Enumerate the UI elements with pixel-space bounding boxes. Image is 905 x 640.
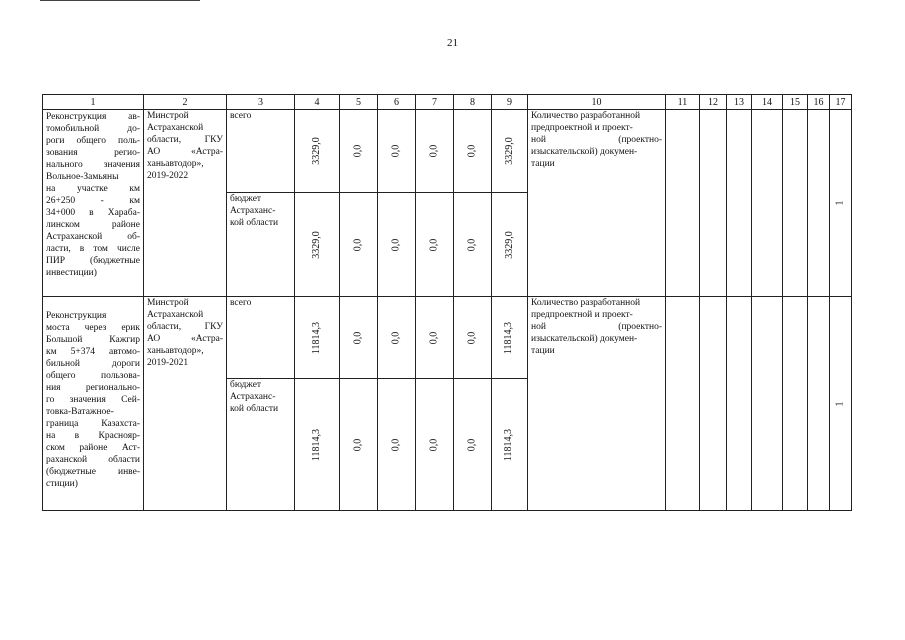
header-cell: 1 <box>43 95 144 110</box>
indicator-line: изыскательской) докумен- <box>531 147 638 157</box>
indicator-cell <box>528 110 666 297</box>
value-text: 3329,0 <box>503 137 515 165</box>
executor-line: Астраханской <box>147 310 204 320</box>
value-cell <box>454 193 492 297</box>
header-cell: 3 <box>227 95 295 110</box>
funding-source-cell <box>227 193 295 297</box>
value-text: 0,0 <box>466 144 478 158</box>
value-cell <box>340 110 378 193</box>
executor-cell <box>144 110 227 297</box>
value-text: 0,0 <box>466 331 478 344</box>
value-cell <box>416 379 454 511</box>
executor-line: 2019-2022 <box>147 171 189 181</box>
table-row <box>43 297 852 379</box>
executor-line: Минстрой <box>147 111 189 121</box>
measure-name-line: стиции) <box>46 479 78 489</box>
header-cell: 12 <box>700 95 727 110</box>
value-cell <box>295 110 340 193</box>
value-cell <box>492 297 528 379</box>
header-cell: 4 <box>295 95 340 110</box>
top-rule <box>40 0 200 1</box>
col17-cell <box>830 297 852 511</box>
header-cell: 13 <box>727 95 752 110</box>
measure-name-line: Вольное-Замьяны <box>46 172 119 182</box>
measure-name-line: моста через ерик <box>46 323 140 333</box>
measure-name-line: го значения Сей- <box>46 395 140 405</box>
empty-cell <box>700 297 727 511</box>
measure-name-line: бильной дороги <box>46 359 140 369</box>
measure-name-line: (бюджетные инве- <box>46 467 140 477</box>
funding-source-cell <box>227 379 295 511</box>
table-row <box>43 110 852 193</box>
indicator-line: ной (проектно- <box>531 135 662 145</box>
value-text: 11814,3 <box>503 428 515 461</box>
measure-name-line: роги общего поль- <box>46 136 140 146</box>
executor-line: ханьавтодор», <box>147 346 204 356</box>
measure-name-line: км 5+374 автомо- <box>46 347 140 357</box>
value-cell <box>340 379 378 511</box>
header-cell: 17 <box>830 95 852 110</box>
measure-name-line: ния регионально- <box>46 383 140 393</box>
value-cell <box>295 193 340 297</box>
value-cell <box>454 297 492 379</box>
header-cell: 16 <box>808 95 830 110</box>
value-text: 0,0 <box>466 238 478 251</box>
empty-cell <box>783 110 808 297</box>
value-text: 0,0 <box>352 144 364 158</box>
value-text: 0,0 <box>428 331 440 344</box>
value-cell <box>416 297 454 379</box>
value-cell <box>454 110 492 193</box>
measure-name-line: раханской области <box>46 455 140 465</box>
empty-cell <box>752 297 783 511</box>
col17-value: 1 <box>834 401 846 406</box>
executor-line: АО «Астра- <box>147 147 223 157</box>
value-text: 3329,0 <box>311 230 322 259</box>
measure-name-line: общего пользова- <box>46 371 140 381</box>
measure-name-line: на участке км <box>46 184 140 194</box>
measure-name-line: инвестиции) <box>46 268 97 278</box>
col17-value: 1 <box>834 200 846 206</box>
measure-name-line: нального значения <box>46 160 140 170</box>
executor-line: области, ГКУ <box>147 322 223 332</box>
indicator-line: Количество разработанной <box>531 111 641 121</box>
header-cell: 10 <box>528 95 666 110</box>
indicator-line: предпроектной и проект- <box>531 123 633 133</box>
header-cell: 11 <box>666 95 700 110</box>
col17-cell <box>830 110 852 297</box>
value-text: 0,0 <box>466 438 478 451</box>
value-cell <box>454 379 492 511</box>
header-cell: 5 <box>340 95 378 110</box>
value-cell <box>492 379 528 511</box>
value-cell <box>378 193 416 297</box>
value-cell <box>295 297 340 379</box>
header-cell: 6 <box>378 95 416 110</box>
value-text: 0,0 <box>352 238 364 251</box>
funding-source-line: бюджет <box>230 194 262 204</box>
measure-name-line: томобильной до- <box>46 124 140 134</box>
value-text: 11814,3 <box>310 321 322 354</box>
value-text: 0,0 <box>428 438 440 451</box>
indicator-line: ной (проектно- <box>531 322 662 332</box>
measure-name-line: на в Краснояр- <box>46 431 140 441</box>
executor-line: Астраханской <box>147 123 204 133</box>
value-text: 0,0 <box>390 238 402 251</box>
measure-name-line: зования регио- <box>46 148 140 158</box>
header-cell: 2 <box>144 95 227 110</box>
value-cell <box>416 193 454 297</box>
header-cell: 9 <box>492 95 528 110</box>
value-cell <box>340 297 378 379</box>
indicator-line: тации <box>531 159 555 169</box>
measure-name-line: 34+000 в Хараба- <box>46 208 140 218</box>
measure-name-line: Реконструкция ав- <box>46 112 140 122</box>
measure-name-line: ПИР (бюджетные <box>46 256 140 266</box>
indicator-line: Количество разработанной <box>531 298 641 308</box>
header-row <box>43 95 852 110</box>
empty-cell <box>700 110 727 297</box>
indicator-line: изыскательской) докумен- <box>531 334 638 344</box>
measure-name-line: Реконструкция <box>46 311 107 321</box>
funding-source-line: кой области <box>230 218 279 228</box>
value-cell <box>378 379 416 511</box>
header-cell: 15 <box>783 95 808 110</box>
measure-name-line: Большой Кажгир <box>46 335 140 345</box>
measure-name-line: Астраханской об- <box>46 232 140 242</box>
value-text: 0,0 <box>428 238 440 251</box>
header-cell: 7 <box>416 95 454 110</box>
measure-name-line: товка-Ватажное- <box>46 407 114 417</box>
value-cell <box>340 193 378 297</box>
value-cell <box>378 297 416 379</box>
empty-cell <box>752 110 783 297</box>
value-text: 0,0 <box>390 144 402 158</box>
value-text: 0,0 <box>428 144 440 158</box>
indicator-cell <box>528 297 666 511</box>
value-text: 0,0 <box>352 331 364 344</box>
measure-name-line: 26+250 - км <box>46 196 140 206</box>
executor-cell <box>144 297 227 511</box>
measure-name-cell <box>43 297 144 511</box>
empty-cell <box>727 110 752 297</box>
value-text: 0,0 <box>390 438 402 451</box>
executor-line: ханьавтодор», <box>147 159 204 169</box>
page-number: 21 <box>447 37 458 49</box>
header-cell: 14 <box>752 95 783 110</box>
measure-name-cell <box>43 110 144 297</box>
program-table <box>42 94 852 511</box>
value-cell <box>378 110 416 193</box>
executor-line: Минстрой <box>147 298 189 308</box>
funding-source-line: бюджет <box>230 380 262 390</box>
value-text: 3329,0 <box>503 230 515 259</box>
value-text: 3329,0 <box>311 137 322 165</box>
funding-source-line: Астраханс- <box>230 206 276 216</box>
executor-line: АО «Астра- <box>147 334 223 344</box>
value-text: 0,0 <box>352 438 364 451</box>
value-text: 0,0 <box>390 331 402 344</box>
value-cell <box>492 110 528 193</box>
funding-source-line: кой области <box>230 404 279 414</box>
empty-cell <box>666 110 700 297</box>
measure-name-line: ласти, в том числе <box>46 244 140 254</box>
executor-line: области, ГКУ <box>147 135 223 145</box>
empty-cell <box>727 297 752 511</box>
indicator-line: предпроектной и проект- <box>531 310 633 320</box>
empty-cell <box>808 110 830 297</box>
funding-source-line: Астраханс- <box>230 392 276 402</box>
value-cell <box>416 110 454 193</box>
empty-cell <box>666 297 700 511</box>
executor-line: 2019-2021 <box>147 358 189 368</box>
value-text: 11814,3 <box>310 428 322 461</box>
funding-source-cell: всего <box>227 110 295 193</box>
measure-name-line: граница Казахста- <box>46 419 140 429</box>
empty-cell <box>808 297 830 511</box>
measure-name-line: линском районе <box>46 220 140 230</box>
empty-cell <box>783 297 808 511</box>
funding-source-cell: всего <box>227 297 295 379</box>
value-text: 11814,3 <box>503 321 515 354</box>
measure-name-line: ском районе Аст- <box>46 443 140 453</box>
value-cell <box>295 379 340 511</box>
header-cell: 8 <box>454 95 492 110</box>
value-cell <box>492 193 528 297</box>
indicator-line: тации <box>531 346 555 356</box>
